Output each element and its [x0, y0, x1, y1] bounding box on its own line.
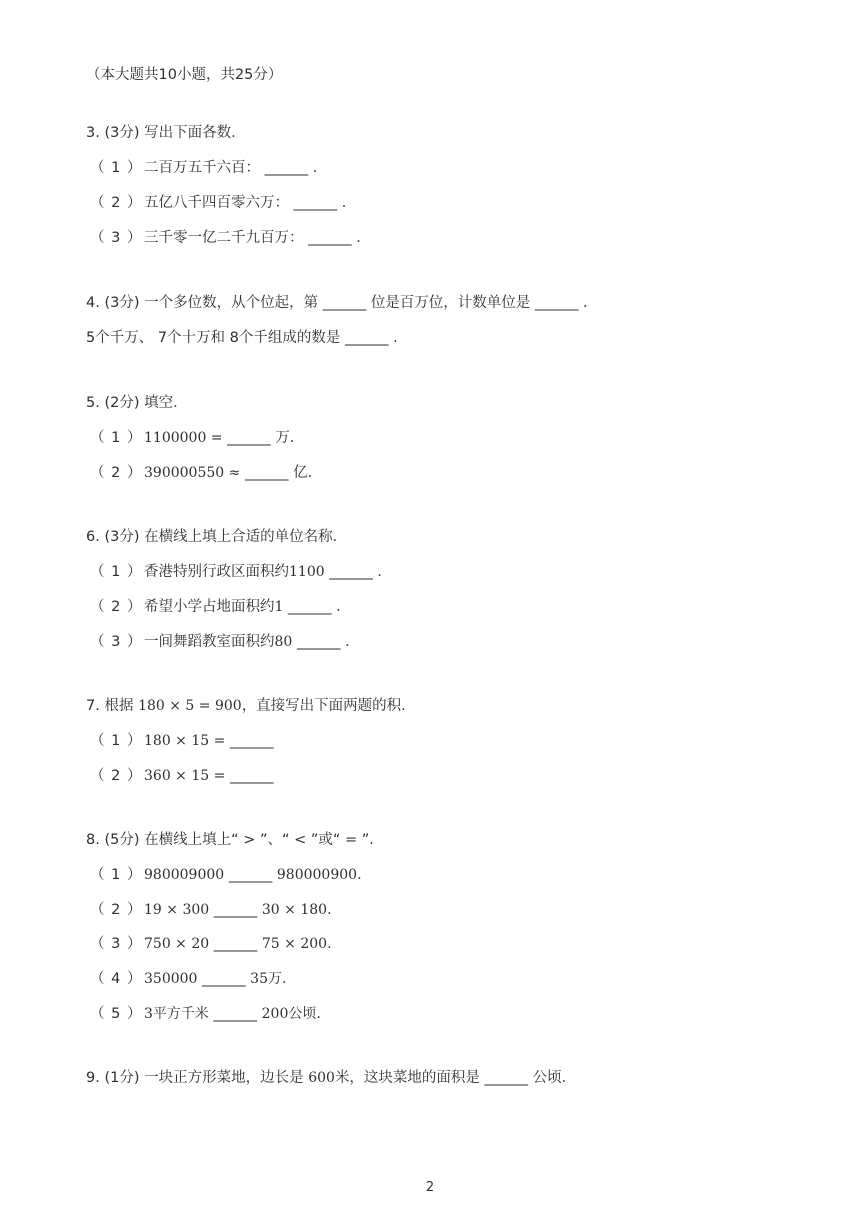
- item-tail: ．: [336, 599, 351, 615]
- question-8-item-1: [90, 865, 372, 885]
- question-text: 9. (1分) 一块正方形菜地，边长是: [86, 1070, 304, 1086]
- question-text: 米，这块菜地的面积是: [334, 1070, 480, 1086]
- question-3-item-1: [90, 158, 327, 178]
- question-text: 5个千万、 7个十万和 8个千组成的数是: [86, 330, 341, 346]
- math-expression: 360 × 15 =: [144, 768, 226, 784]
- item-number: （ 2 ）: [90, 465, 143, 481]
- math-left: 350000: [144, 971, 198, 987]
- item-number: （ 3 ）: [90, 936, 143, 952]
- math-right: 30 × 180: [261, 902, 328, 918]
- math-value: 600: [308, 1070, 335, 1086]
- item-tail: ．: [341, 195, 357, 211]
- item-tail: ．: [327, 936, 342, 952]
- question-text: ，直接写出下面两题的积．: [241, 698, 416, 714]
- math-left: 980009000: [144, 867, 225, 883]
- item-number: （ 1 ）: [90, 733, 143, 749]
- answer-blank[interactable]: ______: [213, 1006, 258, 1022]
- question-8-item-4: [90, 969, 297, 989]
- item-tail: ．: [377, 564, 392, 580]
- question-6-item-2: [90, 597, 351, 617]
- item-tail: ．: [345, 634, 360, 650]
- answer-blank[interactable]: ______: [308, 230, 352, 246]
- math-value: 1100: [289, 564, 325, 580]
- item-text: 三千零一亿二千九百万：: [144, 230, 304, 246]
- item-number: （ 2 ）: [90, 902, 143, 918]
- math-left: 19 × 300: [144, 902, 210, 918]
- item-text: 五亿八千四百零六万：: [144, 195, 289, 211]
- item-tail: ．: [356, 230, 371, 246]
- item-text: 二百万五千六百：: [144, 160, 260, 176]
- answer-blank[interactable]: ______: [345, 330, 389, 346]
- question-4-line-2: [86, 328, 408, 348]
- item-tail: 亿．: [293, 465, 323, 481]
- question-7-item-2: [90, 766, 273, 786]
- answer-blank[interactable]: ______: [228, 867, 273, 883]
- math-right: 200公顷: [261, 1006, 317, 1022]
- question-tail: 公顷．: [532, 1070, 577, 1086]
- answer-blank[interactable]: ______: [264, 160, 309, 176]
- math-right: 35万: [250, 971, 282, 987]
- item-tail: ．: [282, 971, 297, 987]
- item-number: （ 4 ）: [90, 971, 143, 987]
- page-number: 2: [425, 1180, 435, 1195]
- item-number: （ 2 ）: [90, 195, 143, 211]
- answer-blank[interactable]: ______: [484, 1070, 529, 1086]
- question-tail: ．: [583, 295, 598, 311]
- question-9-title: [86, 1068, 576, 1088]
- answer-blank[interactable]: ______: [244, 465, 289, 481]
- question-tail: ．: [393, 330, 408, 346]
- item-number: （ 5 ）: [90, 1006, 143, 1022]
- question-3-title: 3. (3分) 写出下面各数．: [86, 125, 246, 141]
- question-3-item-2: [90, 193, 356, 213]
- item-number: （ 1 ）: [90, 160, 143, 176]
- question-8-item-3: [90, 934, 342, 954]
- question-text: 7. 根据: [86, 698, 134, 714]
- answer-blank[interactable]: ______: [229, 733, 274, 749]
- answer-blank[interactable]: ______: [229, 768, 274, 784]
- item-number: （ 1 ）: [90, 430, 143, 446]
- item-number: （ 3 ）: [90, 230, 143, 246]
- question-5-item-1: [90, 428, 304, 448]
- question-text: 4. (3分) 一个多位数，从个位起，第: [86, 295, 319, 311]
- item-tail: 万．: [275, 430, 305, 446]
- answer-blank[interactable]: ______: [288, 599, 332, 615]
- math-right: 980000900: [276, 867, 358, 883]
- math-expression: 390000550 ≈: [144, 465, 241, 481]
- question-6-item-1: [90, 562, 392, 582]
- question-7-item-1: [90, 731, 273, 751]
- math-expression: 180 × 5 = 900: [138, 698, 242, 714]
- item-tail: ．: [312, 160, 328, 176]
- answer-blank[interactable]: ______: [296, 634, 341, 650]
- math-value: 80: [274, 634, 293, 650]
- answer-blank[interactable]: ______: [213, 936, 258, 952]
- section-note: （本大题共10小题，共25分）: [86, 67, 283, 83]
- answer-blank[interactable]: ______: [227, 430, 271, 446]
- answer-blank[interactable]: ______: [534, 295, 579, 311]
- item-number: （ 2 ）: [90, 599, 143, 615]
- math-left: 3平方千米: [144, 1006, 209, 1022]
- question-text: 位是百万位，计数单位是: [370, 295, 531, 311]
- item-text: 希望小学占地面积约: [144, 599, 275, 615]
- item-number: （ 3 ）: [90, 634, 143, 650]
- question-8-item-5: [90, 1004, 331, 1024]
- item-tail: ．: [316, 1006, 331, 1022]
- item-tail: ．: [357, 867, 372, 883]
- item-text: 香港特别行政区面积约: [144, 564, 289, 580]
- item-number: （ 1 ）: [90, 564, 143, 580]
- item-number: （ 1 ）: [90, 867, 143, 883]
- question-3-item-3: [90, 228, 371, 248]
- question-8-item-2: [90, 900, 342, 920]
- question-8-title: 8. (5分) 在横线上填上“ > ”、“ < ”或“ = ”．: [86, 832, 384, 848]
- answer-blank[interactable]: ______: [202, 971, 246, 987]
- answer-blank[interactable]: ______: [293, 195, 338, 211]
- item-tail: ．: [327, 902, 342, 918]
- question-5-title: 5. (2分) 填空．: [86, 395, 188, 411]
- answer-blank[interactable]: ______: [322, 295, 367, 311]
- answer-blank[interactable]: ______: [213, 902, 258, 918]
- math-expression: 1100000 =: [144, 430, 223, 446]
- math-value: 1: [274, 599, 284, 615]
- item-number: （ 2 ）: [90, 768, 143, 784]
- question-6-item-3: [90, 632, 360, 652]
- math-right: 75 × 200: [261, 936, 328, 952]
- item-text: 一间舞蹈教室面积约: [144, 634, 275, 650]
- question-7-title: [86, 696, 416, 716]
- answer-blank[interactable]: ______: [329, 564, 373, 580]
- question-5-item-2: [90, 463, 322, 483]
- math-expression: 180 × 15 =: [144, 733, 226, 749]
- math-left: 750 × 20: [144, 936, 210, 952]
- question-4-title: [86, 293, 598, 313]
- question-6-title: 6. (3分) 在横线上填上合适的单位名称．: [86, 529, 348, 545]
